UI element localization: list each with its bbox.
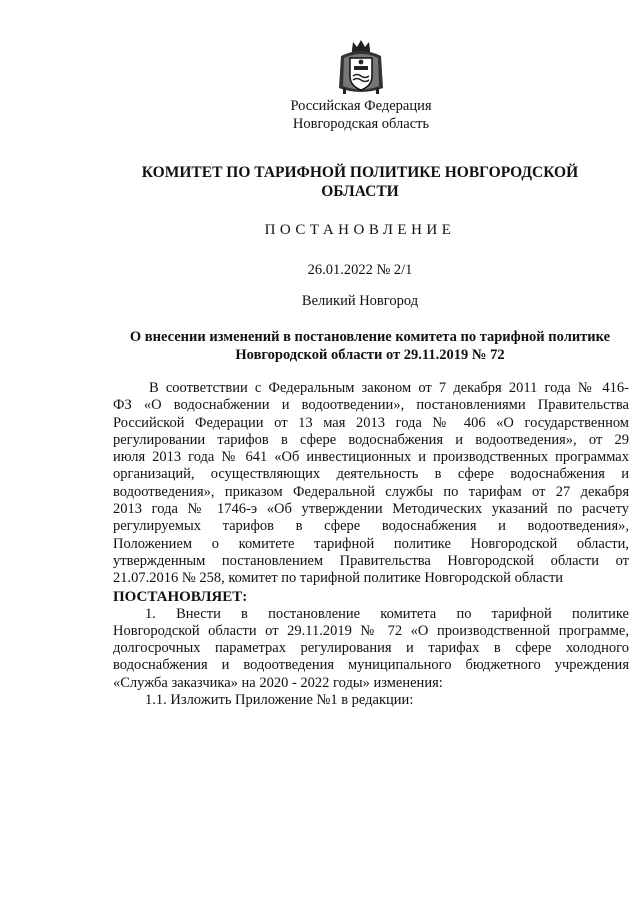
text-line: Новгородской области от 29.11.2019 № 72 «О производственной программе, — [113, 622, 629, 639]
subject-line: Новгородской области от 29.11.2019 № 72 — [235, 347, 505, 363]
text-line: регулировании тарифов в сфере водоснабжения и водоотведения», от 29 — [113, 431, 629, 448]
preamble-paragraph — [113, 380, 629, 588]
document-date-number: 26.01.2022 № 2/1 — [307, 262, 413, 278]
text-line: В соответствии с Федеральным законом от 7 декабря 2011 года № 416- — [149, 380, 629, 396]
text-line: 1.1. Изложить Приложение №1 в редакции: — [145, 692, 414, 709]
text-line: 21.07.2016 № 258, комитет по тарифной политике Новгородской области — [113, 570, 564, 587]
document-body — [113, 380, 629, 709]
committee-title-line: КОМИТЕТ ПО ТАРИФНОЙ ПОЛИТИКЕ НОВГОРОДСКОЙ — [141, 164, 579, 181]
text-line: 2013 года № 1746-э «Об утверждении Методических указаний по расчету — [113, 501, 629, 518]
text-line: организаций, осуществляющих деятельность в сфере водоснабжения и — [113, 466, 629, 483]
text-line: водоснабжения и водоотведения муниципального бюджетного учреждения — [113, 657, 629, 674]
item-1-1-paragraph — [113, 692, 629, 709]
subject-line: О внесении изменений в постановление комитета по тарифной политике — [129, 329, 611, 345]
committee-title-line: ОБЛАСТИ — [321, 183, 399, 200]
committee-title — [0, 163, 640, 201]
decree-word: ПОСТАНОВЛЯЕТ: — [113, 588, 248, 605]
text-line: 1. Внести в постановление комитета по тарифной политике — [145, 605, 629, 622]
text-line: регулируемых тарифов в сфере водоснабжения и водоотведения», — [113, 518, 629, 535]
text-line: Российской Федерации от 13 мая 2013 года № 406 «О государственном — [113, 414, 629, 431]
item-1-paragraph — [113, 606, 629, 692]
text-line: июля 2013 года № 641 «Об инвестиционных и производственных программах — [113, 449, 629, 466]
text-line: утвержденным постановлением Правительства Новгородской области от — [113, 552, 629, 569]
text-line: Положением о комитете тарифной политике Новгородской области, — [113, 535, 629, 552]
text-line: водоотведения», приказом Федеральной службы по тарифам от 27 декабря — [113, 483, 629, 500]
document-subject — [110, 328, 630, 364]
coat-of-arms-icon — [335, 38, 387, 96]
text-line: ФЗ «О водоснабжении и водоотведении», постановлениями Правительства — [113, 397, 629, 414]
text-line: долгосрочных параметрах регулирования и тарифах в сфере холодного — [113, 640, 629, 657]
header-country: Российская Федерация — [290, 98, 432, 114]
text-line: «Служба заказчика» на 2020 - 2022 годы» изменения: — [113, 674, 443, 691]
document-type: ПОСТАНОВЛЕНИЕ — [264, 222, 456, 238]
header-region: Новгородская область — [292, 116, 430, 132]
document-city: Великий Новгород — [301, 293, 419, 309]
